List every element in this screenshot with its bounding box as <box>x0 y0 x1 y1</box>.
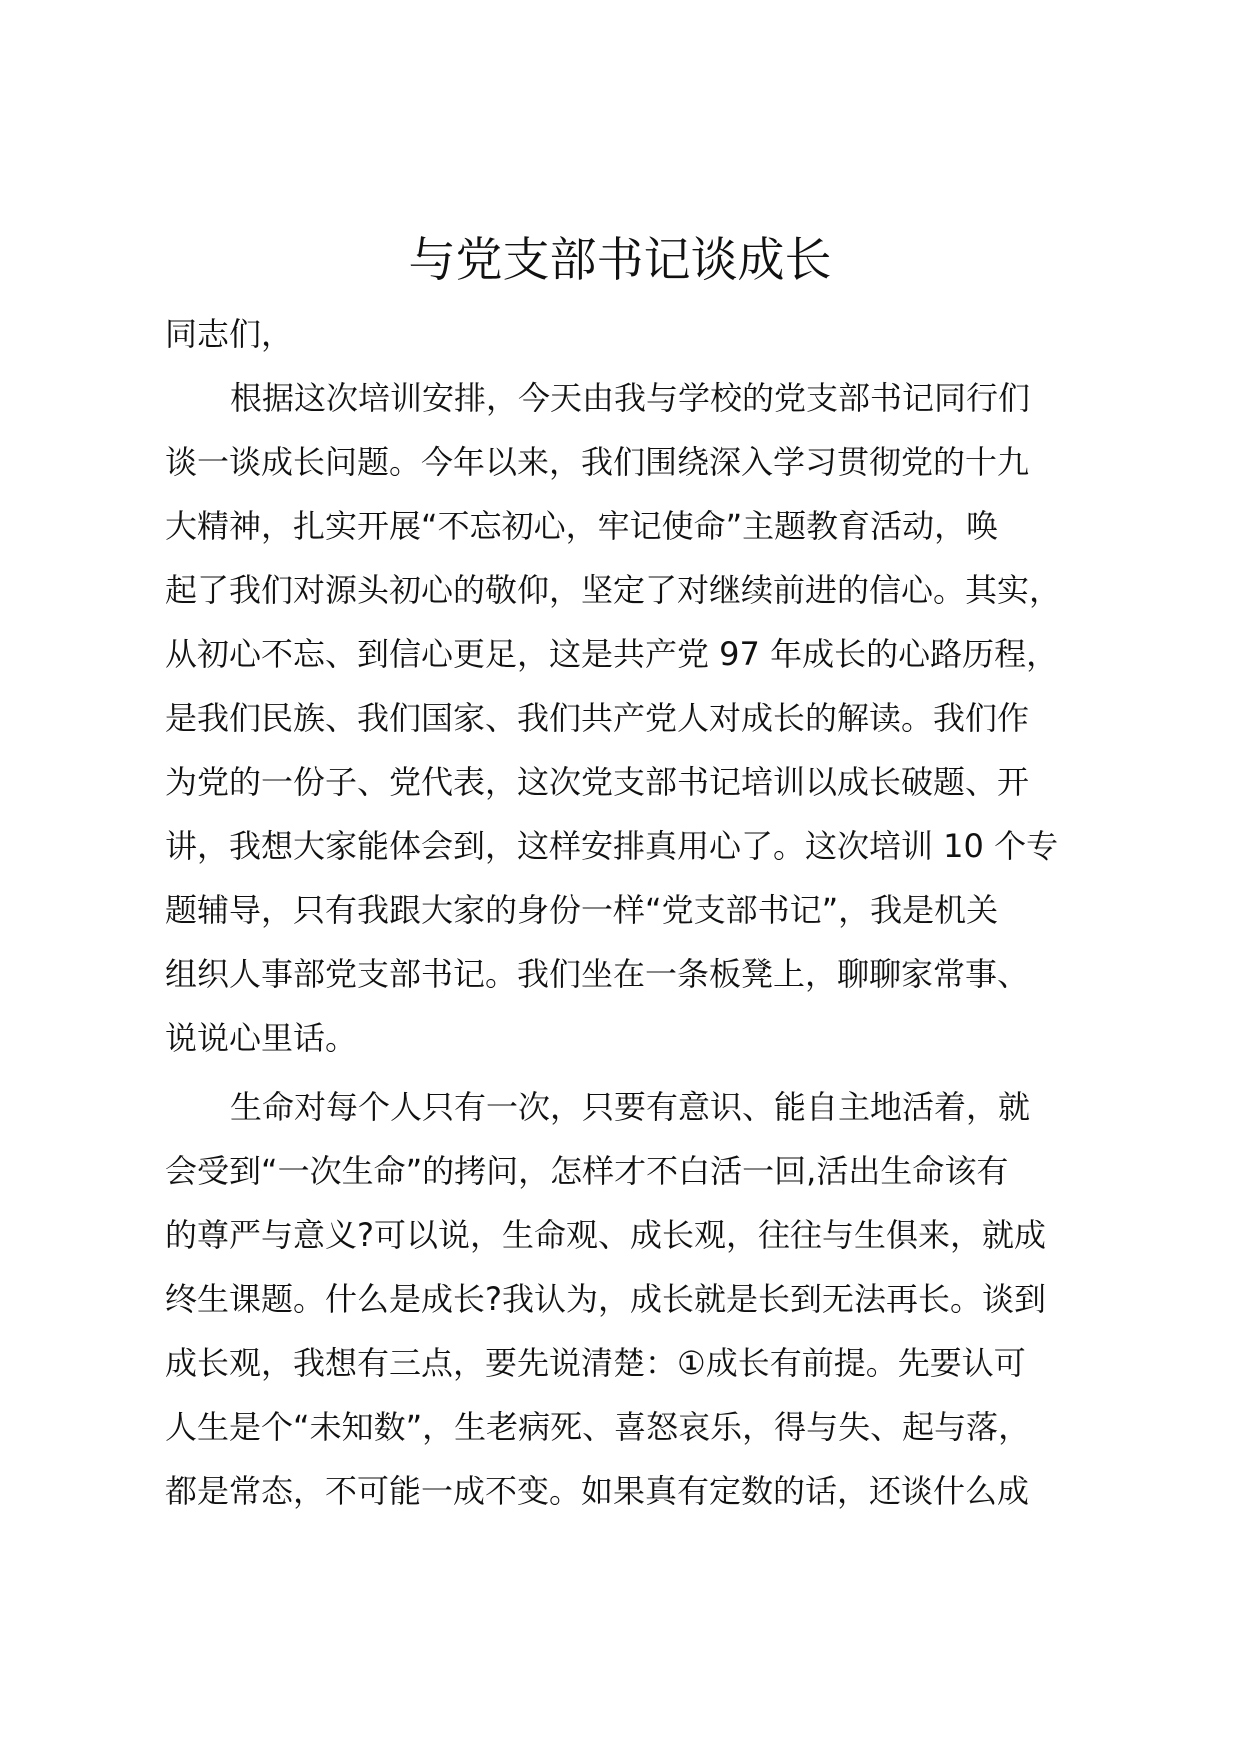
paragraph-2-line: 成长观，我想有三点，要先说清楚：①成长有前提。先要认可 <box>165 1344 1026 1382</box>
paragraph-2-line: 会受到“一次生命”的拷问，怎样才不白活一回,活出生命该有 <box>165 1152 1009 1190</box>
paragraph-1-line: 从初心不忘、到信心更足，这是共产党 97 年成长的心路历程， <box>165 635 1059 673</box>
paragraph-1-line: 根据这次培训安排，今天由我与学校的党支部书记同行们 <box>230 379 1031 417</box>
paragraph-1-line: 起了我们对源头初心的敬仰，坚定了对继续前进的信心。其实， <box>165 571 1062 609</box>
paragraph-1-line: 说说心里话。 <box>165 1019 358 1057</box>
paragraph-2-line: 终生课题。什么是成长?我认为，成长就是长到无法再长。谈到 <box>165 1280 1046 1318</box>
paragraph-2-line: 都是常态，不可能一成不变。如果真有定数的话，还谈什么成 <box>165 1472 1030 1510</box>
paragraph-1-line: 是我们民族、我们国家、我们共产党人对成长的解读。我们作 <box>165 699 1030 737</box>
paragraph-1-line: 题辅导，只有我跟大家的身份一样“党支部书记”，我是机关 <box>165 891 999 929</box>
paragraph-2-line: 人生是个“未知数”，生老病死、喜怒哀乐，得与失、起与落， <box>165 1408 1031 1446</box>
paragraph-1-line: 讲，我想大家能体会到，这样安排真用心了。这次培训 10 个专 <box>165 827 1059 865</box>
paragraph-1-line: 大精神，扎实开展“不忘初心，牢记使命”主题教育活动，唤 <box>165 507 999 545</box>
paragraph-1-line: 谈一谈成长问题。今年以来，我们围绕深入学习贯彻党的十九 <box>165 443 1030 481</box>
paragraph-1-line: 为党的一份子、党代表，这次党支部书记培训以成长破题、开 <box>165 763 1030 801</box>
paragraph-1-line: 组织人事部党支部书记。我们坐在一条板凳上，聊聊家常事、 <box>165 955 1030 993</box>
paragraph-2-line: 生命对每个人只有一次，只要有意识、能自主地活着，就 <box>230 1088 1031 1126</box>
document-title: 与党支部书记谈成长 <box>408 233 832 288</box>
paragraph-2 <box>165 1075 1125 1523</box>
paragraph-2-line: 的尊严与意义?可以说，生命观、成长观，往往与生俱来，就成 <box>165 1216 1046 1254</box>
paragraph-1 <box>165 366 1125 1070</box>
salutation: 同志们， <box>165 315 294 353</box>
